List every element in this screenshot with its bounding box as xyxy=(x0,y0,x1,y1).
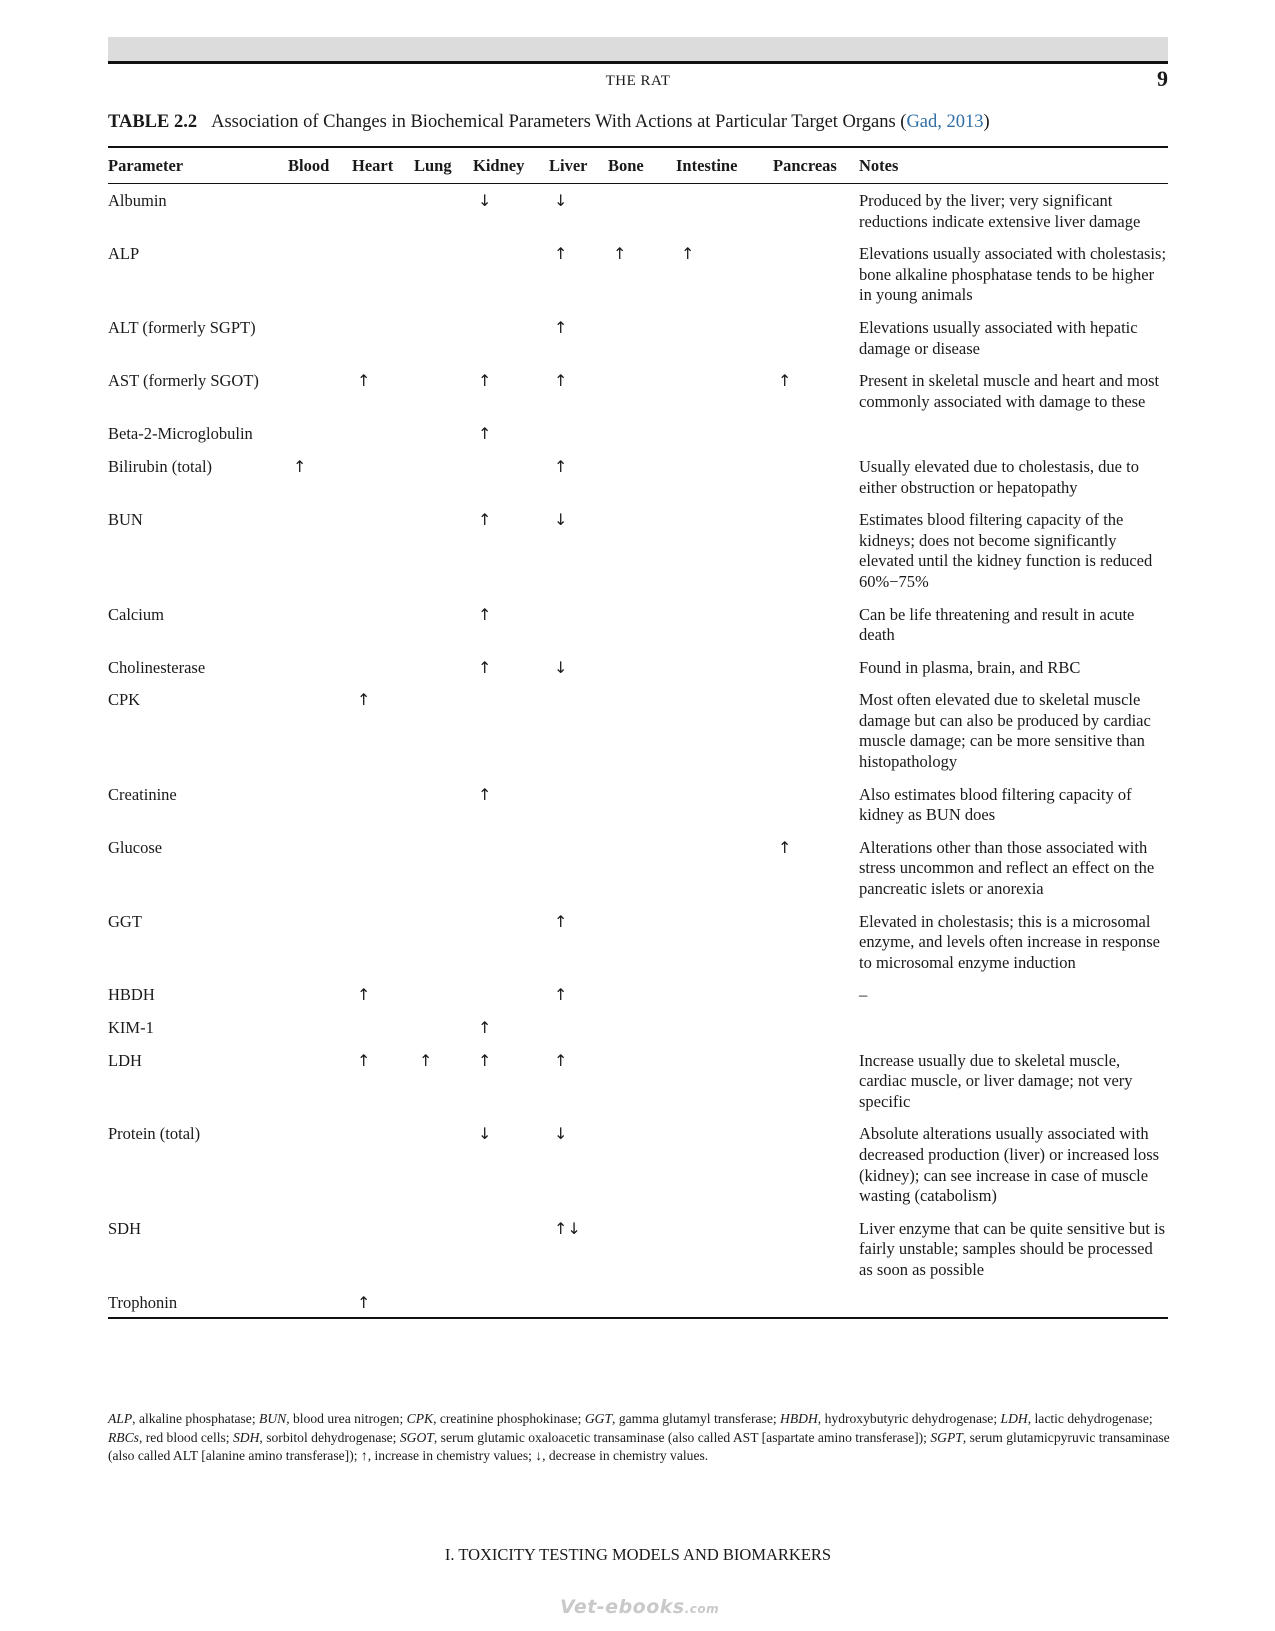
cell-liver: ↑ xyxy=(554,371,568,391)
footnote-definition: , lactic dehydrogenase; xyxy=(1027,1411,1153,1426)
cell-heart xyxy=(352,912,414,986)
cell-pancreas xyxy=(773,658,859,691)
cell-notes: Increase usually due to skeletal muscle, cardiac muscle, or liver damage; not very specific xyxy=(859,1050,1133,1111)
cell-pancreas xyxy=(773,244,859,318)
table-body xyxy=(108,184,1168,1319)
cell-intestine xyxy=(676,424,773,457)
cell-liver: ↓ xyxy=(554,510,568,530)
cell-notes: Elevated in cholestasis; this is a microsomal enzyme, and levels often increase in response to microsomal enzyme induction xyxy=(859,911,1161,972)
cell-intestine xyxy=(676,510,773,604)
column-header-heart: Heart xyxy=(352,147,414,184)
cell-liver: ↑ xyxy=(554,911,568,931)
cell-parameter: ALP xyxy=(108,244,140,264)
cell-parameter: GGT xyxy=(108,911,142,931)
cell-liver xyxy=(549,1293,608,1319)
cell-heart xyxy=(352,838,414,912)
cell-intestine xyxy=(676,1293,773,1319)
cell-notes xyxy=(859,1293,1168,1319)
table-row xyxy=(108,1219,1168,1293)
cell-bone xyxy=(608,371,676,424)
cell-intestine xyxy=(676,785,773,838)
cell-liver: ↑↓ xyxy=(554,1218,581,1238)
cell-notes: Elevations usually associated with hepatic damage or disease xyxy=(859,317,1138,358)
cell-parameter: Glucose xyxy=(108,837,163,857)
cell-kidney xyxy=(473,912,549,986)
cell-parameter: KIM-1 xyxy=(108,1018,154,1037)
cell-notes: Elevations usually associated with cholestasis; bone alkaline phosphatase tends to be higher in young animals xyxy=(859,244,1167,305)
cell-bone xyxy=(608,318,676,371)
cell-lung: ↑ xyxy=(419,1050,433,1070)
running-head: THE RAT xyxy=(605,73,671,89)
cell-lung xyxy=(414,318,473,371)
cell-kidney xyxy=(473,244,549,318)
table-row xyxy=(108,457,1168,510)
table-label: TABLE 2.2 xyxy=(108,112,198,132)
cell-pancreas xyxy=(773,690,859,784)
cell-pancreas xyxy=(773,912,859,986)
cell-lung xyxy=(414,371,473,424)
biochemical-parameters-table xyxy=(108,146,1168,1319)
column-header-liver: Liver xyxy=(549,147,608,184)
cell-pancreas: ↑ xyxy=(778,837,792,857)
cell-lung xyxy=(414,658,473,691)
table-header-row xyxy=(108,147,1168,184)
cell-blood xyxy=(288,184,352,245)
cell-bone xyxy=(608,510,676,604)
table-row xyxy=(108,184,1168,245)
footnote-abbreviation: CPK xyxy=(406,1411,434,1426)
cell-heart xyxy=(352,785,414,838)
cell-kidney: ↑ xyxy=(478,604,492,624)
cell-lung xyxy=(414,912,473,986)
footnote-abbreviation: BUN xyxy=(259,1411,287,1426)
cell-pancreas xyxy=(773,457,859,510)
cell-liver: ↑ xyxy=(554,317,568,337)
cell-lung xyxy=(414,838,473,912)
column-header-kidney: Kidney xyxy=(473,147,549,184)
cell-bone xyxy=(608,424,676,457)
footnote-abbreviation: ALP xyxy=(108,1411,133,1426)
column-header-blood: Blood xyxy=(288,147,352,184)
footnote-definition: , red blood cells; xyxy=(138,1429,233,1445)
cell-notes: Present in skeletal muscle and heart and most commonly associated with damage to these xyxy=(859,371,1160,411)
cell-notes: Can be life threatening and result in acute death xyxy=(859,604,1135,645)
cell-heart: ↑ xyxy=(357,985,371,1005)
cell-bone xyxy=(608,1018,676,1051)
cell-parameter: Calcium xyxy=(108,604,164,624)
column-header-intestine: Intestine xyxy=(676,147,773,184)
column-header-bone: Bone xyxy=(608,147,676,184)
cell-heart xyxy=(352,605,414,658)
cell-heart xyxy=(352,658,414,691)
cell-liver xyxy=(549,785,608,838)
cell-bone xyxy=(608,838,676,912)
cell-blood xyxy=(288,1051,352,1125)
table-row xyxy=(108,424,1168,457)
page-footer: I. TOXICITY TESTING MODELS AND BIOMARKERS xyxy=(444,1545,832,1564)
cell-notes: Usually elevated due to cholestasis, due to either obstruction or hepatopathy xyxy=(859,456,1139,497)
cell-liver xyxy=(549,605,608,658)
table-row xyxy=(108,912,1168,986)
cell-blood xyxy=(288,785,352,838)
cell-kidney: ↑ xyxy=(478,1050,492,1070)
table-row xyxy=(108,510,1168,604)
cell-heart xyxy=(352,1124,414,1218)
cell-intestine xyxy=(676,912,773,986)
cell-blood xyxy=(288,658,352,691)
footnote-definition: , alkaline phosphatase; xyxy=(132,1411,260,1426)
cell-notes: Most often elevated due to skeletal muscle damage but can also be produced by cardiac muscle damage; can be more sensitive than histopathology xyxy=(859,690,1151,772)
cell-pancreas xyxy=(773,184,859,245)
table-row xyxy=(108,1051,1168,1125)
cell-intestine xyxy=(676,1219,773,1293)
cell-parameter: Protein (total) xyxy=(108,1124,201,1144)
cell-kidney: ↑ xyxy=(478,657,492,677)
cell-intestine xyxy=(676,985,773,1018)
table-row xyxy=(108,690,1168,784)
cell-parameter: BUN xyxy=(108,510,143,530)
cell-lung xyxy=(414,424,473,457)
cell-liver: ↓ xyxy=(554,191,568,210)
cell-intestine: ↑ xyxy=(681,244,695,264)
cell-heart xyxy=(352,1018,414,1051)
cell-bone xyxy=(608,690,676,784)
cell-blood xyxy=(288,605,352,658)
table-row xyxy=(108,318,1168,371)
cell-heart: ↑ xyxy=(352,1293,414,1319)
cell-blood xyxy=(288,318,352,371)
cell-bone xyxy=(608,1051,676,1125)
cell-blood xyxy=(288,912,352,986)
cell-pancreas xyxy=(773,985,859,1018)
cell-notes: Alterations other than those associated with stress uncommon and reflect an effect on the pancreatic islets or anorexia xyxy=(859,837,1155,899)
cell-lung xyxy=(414,457,473,510)
cell-kidney: ↓ xyxy=(478,1124,492,1144)
footnote-definition: , hydroxybutyric dehydrogenase; xyxy=(817,1411,1001,1426)
column-header-lung: Lung xyxy=(414,147,473,184)
cell-parameter: HBDH xyxy=(108,985,155,1005)
cell-pancreas xyxy=(773,785,859,838)
cell-liver xyxy=(549,838,608,912)
cell-lung xyxy=(414,785,473,838)
cell-parameter: Creatinine xyxy=(108,784,177,804)
cell-notes: Liver enzyme that can be quite sensitive but is fairly unstable; samples should be processed as soon as possible xyxy=(859,1218,1166,1279)
cell-heart: ↑ xyxy=(357,371,371,391)
cell-blood xyxy=(288,690,352,784)
cell-lung xyxy=(414,1293,473,1319)
cell-kidney xyxy=(473,985,549,1018)
table-row xyxy=(108,605,1168,658)
cell-notes xyxy=(859,1018,1168,1051)
table-footnote xyxy=(108,1410,1170,1466)
cell-parameter: Bilirubin (total) xyxy=(108,456,213,476)
cell-lung xyxy=(414,1018,473,1051)
cell-lung xyxy=(414,244,473,318)
cell-parameter: ALT (formerly SGPT) xyxy=(108,317,256,337)
cell-bone xyxy=(608,785,676,838)
cell-blood xyxy=(288,1293,352,1319)
cell-intestine xyxy=(676,457,773,510)
cell-blood xyxy=(288,1219,352,1293)
table-row xyxy=(108,1124,1168,1218)
cell-parameter: LDH xyxy=(108,1050,142,1070)
cell-liver xyxy=(549,690,608,784)
cell-notes: – xyxy=(859,985,868,1005)
cell-parameter: Trophonin xyxy=(108,1293,288,1319)
table-caption-end: ) xyxy=(983,112,990,132)
cell-parameter: SDH xyxy=(108,1218,142,1238)
footnote-abbreviation: LDH xyxy=(1000,1411,1028,1426)
footnote-abbreviation: SGOT xyxy=(399,1429,434,1445)
cell-intestine xyxy=(676,1018,773,1051)
cell-notes: Estimates blood filtering capacity of the kidneys; does not become significantly elevated until the kidney function is reduced 60%−75% xyxy=(859,510,1153,591)
cell-lung xyxy=(414,985,473,1018)
cell-bone xyxy=(608,184,676,245)
cell-lung xyxy=(414,690,473,784)
cell-bone xyxy=(608,658,676,691)
cell-notes: Also estimates blood filtering capacity of kidney as BUN does xyxy=(859,784,1132,825)
footnote-definition: , sorbitol dehydrogenase; xyxy=(259,1429,400,1445)
cell-bone xyxy=(608,1219,676,1293)
cell-intestine xyxy=(676,658,773,691)
cell-liver xyxy=(549,1018,608,1051)
page-number: 9 xyxy=(1157,66,1168,91)
cell-kidney xyxy=(473,1219,549,1293)
cell-bone xyxy=(608,985,676,1018)
cell-heart xyxy=(352,184,414,245)
cell-lung xyxy=(414,1219,473,1293)
table-row xyxy=(108,244,1168,318)
cell-blood xyxy=(288,510,352,604)
cell-bone xyxy=(608,912,676,986)
cell-liver: ↑ xyxy=(554,244,568,264)
table-row xyxy=(108,1018,1168,1051)
cell-kidney: ↑ xyxy=(478,510,492,530)
footnote-abbreviation: RBCs xyxy=(108,1429,139,1445)
cell-intestine xyxy=(676,1124,773,1218)
cell-kidney xyxy=(473,318,549,371)
cell-intestine xyxy=(676,605,773,658)
cell-kidney xyxy=(473,838,549,912)
cell-parameter: CPK xyxy=(108,690,141,710)
footnote-abbreviation: SGPT xyxy=(930,1429,963,1445)
column-header-pancreas: Pancreas xyxy=(773,147,859,184)
cell-blood xyxy=(288,838,352,912)
cell-bone xyxy=(608,605,676,658)
cell-blood xyxy=(288,1018,352,1051)
cell-pancreas xyxy=(773,510,859,604)
cell-heart xyxy=(352,244,414,318)
footnote-abbreviation: HBDH xyxy=(780,1411,818,1426)
cell-heart xyxy=(352,424,414,457)
table-title xyxy=(108,112,1168,133)
cell-heart xyxy=(352,457,414,510)
cell-pancreas xyxy=(773,1018,859,1051)
cell-heart: ↑ xyxy=(357,1050,371,1070)
cell-pancreas xyxy=(773,1051,859,1125)
cell-blood: ↑ xyxy=(293,456,307,476)
cell-lung xyxy=(414,184,473,245)
cell-pancreas xyxy=(773,318,859,371)
cell-kidney: ↑ xyxy=(478,424,492,444)
cell-blood xyxy=(288,244,352,318)
cell-parameter: Albumin xyxy=(108,191,167,210)
table-row xyxy=(108,838,1168,912)
footnote-definition: , serum glutamicpyruvic transaminase (also called ALT [alanine amino transferase]); ↑, increase in chemistry values; ↓, decrease in chemistry values. xyxy=(108,1429,1170,1463)
cell-heart xyxy=(352,510,414,604)
cell-liver: ↓ xyxy=(554,1124,568,1144)
cell-pancreas: ↑ xyxy=(778,371,792,391)
table-row xyxy=(108,785,1168,838)
cell-blood xyxy=(288,424,352,457)
cell-heart xyxy=(352,1219,414,1293)
cell-parameter: AST (formerly SGOT) xyxy=(108,371,259,391)
cell-blood xyxy=(288,985,352,1018)
cell-intestine xyxy=(676,838,773,912)
cell-intestine xyxy=(676,184,773,245)
cell-kidney: ↑ xyxy=(478,1018,492,1037)
cell-liver: ↑ xyxy=(554,985,568,1005)
footnote-abbreviation: GGT xyxy=(584,1411,613,1426)
watermark-logo: Vet-ebooks.com xyxy=(560,1596,720,1618)
cell-heart xyxy=(352,318,414,371)
footnote-abbreviation: SDH xyxy=(232,1429,260,1445)
cell-pancreas xyxy=(773,605,859,658)
cell-intestine xyxy=(676,371,773,424)
cell-bone xyxy=(608,457,676,510)
cell-notes xyxy=(859,424,1168,457)
cell-intestine xyxy=(676,1051,773,1125)
cell-notes: Produced by the liver; very significant reductions indicate extensive liver damage xyxy=(859,191,1141,231)
cell-blood xyxy=(288,1124,352,1218)
cell-liver xyxy=(549,424,608,457)
cell-lung xyxy=(414,605,473,658)
cell-intestine xyxy=(676,318,773,371)
table-row xyxy=(108,371,1168,424)
cell-kidney xyxy=(473,690,549,784)
cell-bone xyxy=(608,1124,676,1218)
cell-notes: Absolute alterations usually associated with decreased production (liver) or increased loss (kidney); can see increase in case of muscle wasting (catabolism) xyxy=(859,1124,1160,1206)
footnote-definition: , gamma glutamyl transferase; xyxy=(612,1411,781,1426)
cell-liver: ↑ xyxy=(554,1050,568,1070)
column-header-parameter: Parameter xyxy=(108,147,288,184)
table-row xyxy=(108,658,1168,691)
footnote-definition: , blood urea nitrogen; xyxy=(286,1411,407,1426)
cell-pancreas xyxy=(773,1124,859,1218)
table-row xyxy=(108,1293,1168,1319)
cell-notes: Found in plasma, brain, and RBC xyxy=(859,657,1081,677)
table-caption: Association of Changes in Biochemical Parameters With Actions at Particular Target Organs ( xyxy=(211,112,907,132)
table-row xyxy=(108,985,1168,1018)
cell-parameter: Cholinesterase xyxy=(108,657,206,677)
cell-parameter: Beta-2-Microglobulin xyxy=(108,424,253,444)
footnote-definition: , serum glutamic oxaloacetic transaminase (also called AST [aspartate amino transferase]); xyxy=(433,1429,931,1445)
cell-kidney: ↑ xyxy=(478,371,492,391)
header-rule xyxy=(108,61,1168,64)
cell-pancreas xyxy=(773,424,859,457)
footnote-definition: , creatinine phosphokinase; xyxy=(433,1411,585,1426)
cell-lung xyxy=(414,1124,473,1218)
cell-heart: ↑ xyxy=(357,690,371,710)
citation-link[interactable]: Gad, 2013 xyxy=(906,112,984,132)
cell-kidney xyxy=(473,1293,549,1319)
cell-blood xyxy=(288,371,352,424)
cell-bone xyxy=(608,1293,676,1319)
cell-liver: ↑ xyxy=(554,456,568,476)
cell-kidney xyxy=(473,457,549,510)
cell-bone: ↑ xyxy=(613,244,627,264)
cell-lung xyxy=(414,510,473,604)
column-header-notes: Notes xyxy=(859,147,1168,184)
cell-liver: ↓ xyxy=(554,657,568,677)
cell-pancreas xyxy=(773,1293,859,1319)
cell-pancreas xyxy=(773,1219,859,1293)
cell-kidney: ↓ xyxy=(478,191,492,210)
header-band xyxy=(108,37,1168,61)
cell-intestine xyxy=(676,690,773,784)
cell-kidney: ↑ xyxy=(478,784,492,804)
